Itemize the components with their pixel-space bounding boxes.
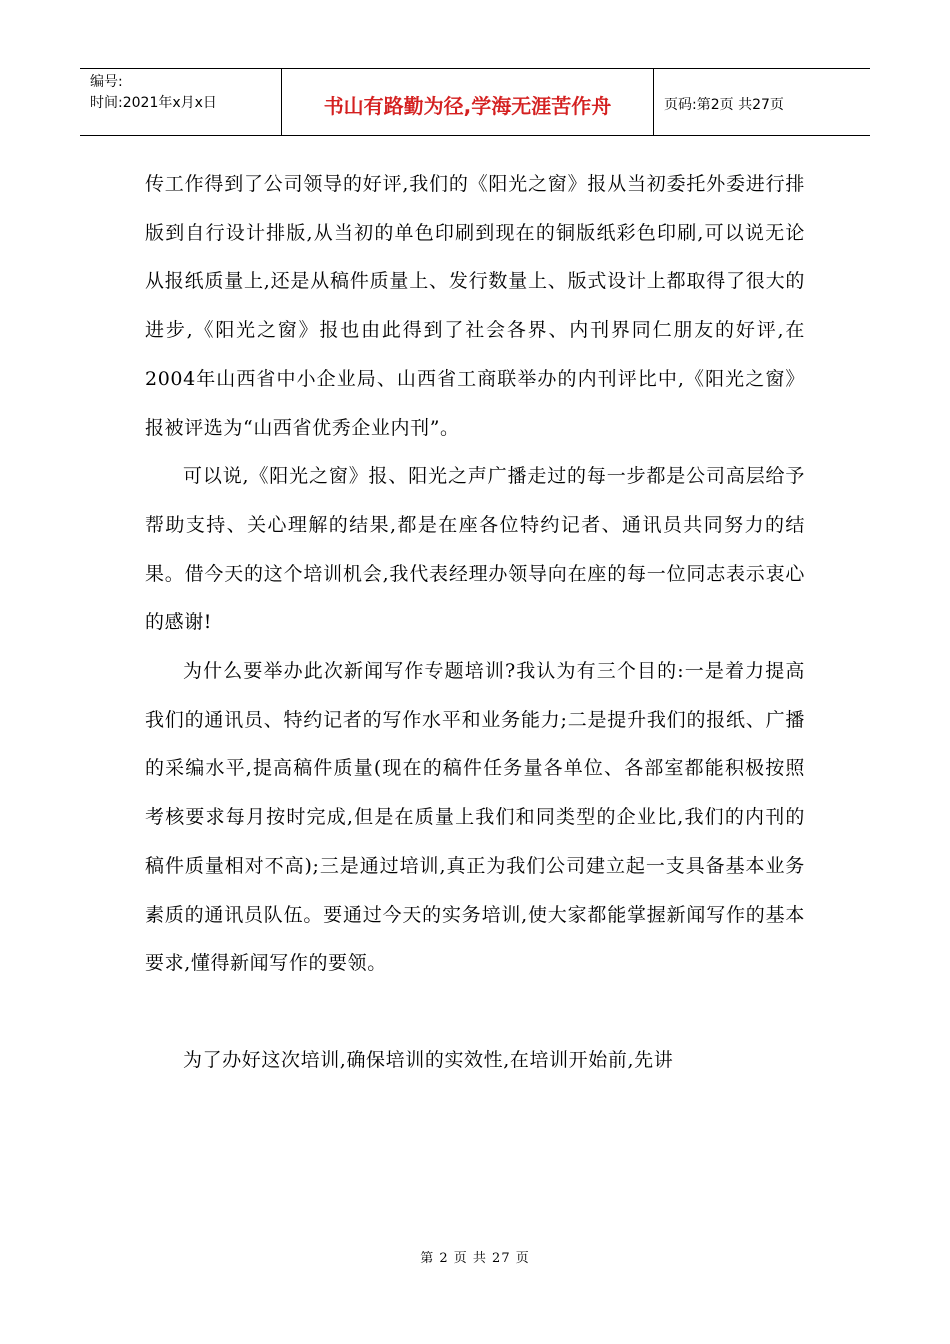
time-label: 时间:2021年x月x日 <box>90 95 217 111</box>
page-footer: 第 2 页 共 27 页 <box>420 1251 530 1266</box>
document-body <box>145 160 805 1085</box>
header-motto: 书山有路勤为径,学海无涯苦作舟 <box>282 69 654 135</box>
paragraph-3: 为什么要举办此次新闻写作专题培训?我认为有三个目的:一是着力提高我们的通讯员、特约记者的写作水平和业务能力;二是提升我们的报纸、广播的采编水平,提高稿件质量(现在的稿件任务量各单位、各部室都能积极按照考核要求每月按时完成,但是在质量上我们和同类型的企业比,我们的内刊的稿件质量相对不高);三是通过培训,真正为我们公司建立起一支具备基本业务素质的通讯员队伍。要通过今天的实务培训,使大家都能掌握新闻写作的基本要求,懂得新闻写作的要领。 <box>145 660 805 975</box>
paragraph-2: 可以说,《阳光之窗》报、阳光之声广播走过的每一步都是公司高层给予帮助支持、关心理解的结果,都是在座各位特约记者、通讯员共同努力的结果。借今天的这个培训机会,我代表经理办领导向在座的每一位同志表示衷心的感谢! <box>145 465 805 634</box>
paragraph-4: 为了办好这次培训,确保培训的实效性,在培训开始前,先讲 <box>183 1048 674 1071</box>
page-header <box>80 68 870 136</box>
header-page-info: 页码:第2页 共27页 <box>664 97 784 113</box>
code-label: 编号: <box>90 74 123 90</box>
paragraph-1: 传工作得到了公司领导的好评,我们的《阳光之窗》报从当初委托外委进行排版到自行设计排版,从当初的单色印刷到现在的铜版纸彩色印刷,可以说无论从报纸质量上,还是从稿件质量上、发行数量上、版式设计上都取得了很大的进步,《阳光之窗》报也由此得到了社会各界、内刊界同仁朋友的好评,在2004年山西省中小企业局、山西省工商联举办的内刊评比中,《阳光之窗》报被评选为“山西省优秀企业内刊”。 <box>145 173 805 439</box>
header-meta <box>80 69 282 135</box>
